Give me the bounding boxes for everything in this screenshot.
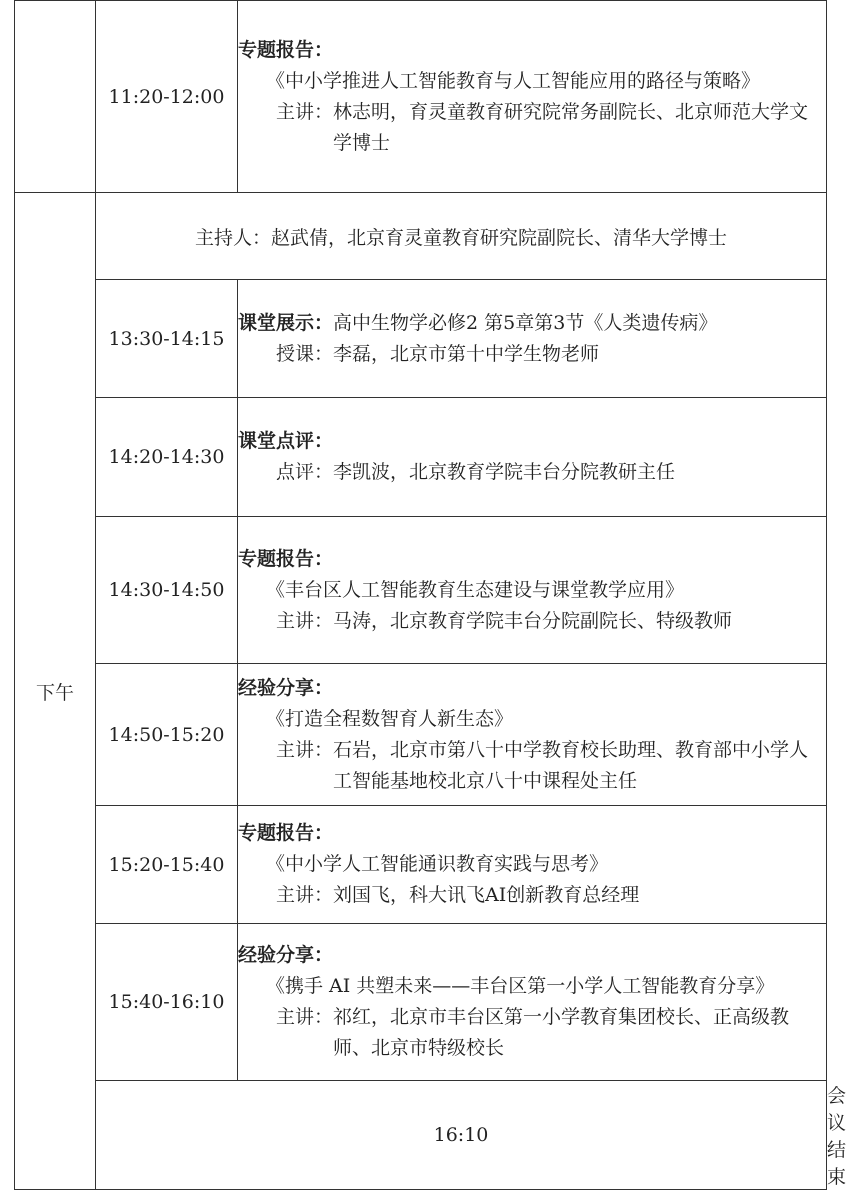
end-time: 16:10 (96, 1081, 827, 1190)
schedule-table (14, 0, 846, 1190)
host-row (15, 193, 827, 280)
speaker-text: 刘国飞，科大讯飞AI创新教育总经理 (333, 884, 640, 906)
session-row-4 (15, 664, 827, 806)
session-time: 14:50-15:20 (96, 664, 238, 806)
session-title: 《丰台区人工智能教育生态建设与课堂教学应用》 (266, 578, 685, 601)
session-speaker (238, 339, 826, 370)
speaker-text: 林志明，育灵童教育研究院常务副院长、北京师范大学文学博士 (333, 100, 809, 154)
session-speaker (238, 880, 826, 911)
session-content (238, 517, 827, 664)
session-speaker (238, 735, 826, 797)
speaker-text: 马涛，北京教育学院丰台分院副院长、特级教师 (333, 609, 733, 632)
session-row-0 (15, 1, 827, 193)
speaker-text: 李凯波，北京教育学院丰台分院教研主任 (333, 461, 676, 483)
period-cell-empty (15, 1, 96, 193)
session-row-1 (15, 280, 827, 398)
session-row-5 (15, 806, 827, 924)
session-speaker (238, 97, 826, 159)
session-inline-title: 高中生物学必修2 第5章第3节《人类遗传病》 (333, 311, 718, 334)
session-type: 经验分享： (238, 676, 334, 699)
session-title: 《打造全程数智育人新生态》 (266, 707, 514, 730)
speaker-text: 李磊，北京市第十中学生物老师 (333, 342, 600, 365)
session-speaker (238, 606, 826, 637)
session-type: 课堂点评： (238, 430, 334, 452)
session-heading (238, 308, 826, 339)
session-content (238, 924, 827, 1081)
speaker-label: 主讲： (276, 609, 334, 632)
period-afternoon: 下午 (15, 193, 96, 1190)
speaker-text: 祁红，北京市丰台区第一小学教育集团校长、正高级教师、北京市特级校长 (333, 1006, 790, 1059)
session-time: 15:40-16:10 (96, 924, 238, 1081)
session-row-2 (15, 398, 827, 517)
session-time: 15:20-15:40 (96, 806, 238, 924)
session-time: 11:20-12:00 (96, 1, 238, 193)
speaker-label: 主讲： (276, 100, 334, 123)
session-content (238, 398, 827, 517)
speaker-label: 主讲： (276, 738, 334, 761)
host-text: 主持人：赵武倩，北京育灵童教育研究院副院长、清华大学博士 (96, 193, 827, 280)
session-type: 课堂展示： (238, 311, 334, 334)
session-type: 专题报告： (238, 38, 334, 61)
session-time: 14:30-14:50 (96, 517, 238, 664)
session-speaker (238, 1002, 826, 1064)
session-speaker (238, 457, 826, 488)
speaker-label: 点评： (276, 461, 334, 483)
end-row: 16:10 会议结束 (15, 1081, 827, 1190)
session-content (238, 280, 827, 398)
session-content (238, 806, 827, 924)
session-content (238, 1, 827, 193)
session-content (238, 664, 827, 806)
speaker-label: 授课： (276, 342, 334, 365)
session-row-6 (15, 924, 827, 1081)
speaker-label: 主讲： (276, 884, 334, 906)
session-title: 《携手 AI 共塑未来——丰台区第一小学人工智能教育分享》 (266, 975, 775, 997)
speaker-text: 石岩，北京市第八十中学教育校长助理、教育部中小学人工智能基地校北京八十中课程处主任 (333, 738, 809, 792)
session-type: 经验分享： (238, 944, 334, 966)
session-time: 14:20-14:30 (96, 398, 238, 517)
session-row-3 (15, 517, 827, 664)
session-type: 专题报告： (238, 547, 334, 570)
session-title: 《中小学推进人工智能教育与人工智能应用的路径与策略》 (266, 69, 761, 92)
session-title: 《中小学人工智能通识教育实践与思考》 (266, 853, 609, 875)
session-type: 专题报告： (238, 822, 334, 844)
session-time: 13:30-14:15 (96, 280, 238, 398)
speaker-label: 主讲： (276, 1006, 334, 1028)
